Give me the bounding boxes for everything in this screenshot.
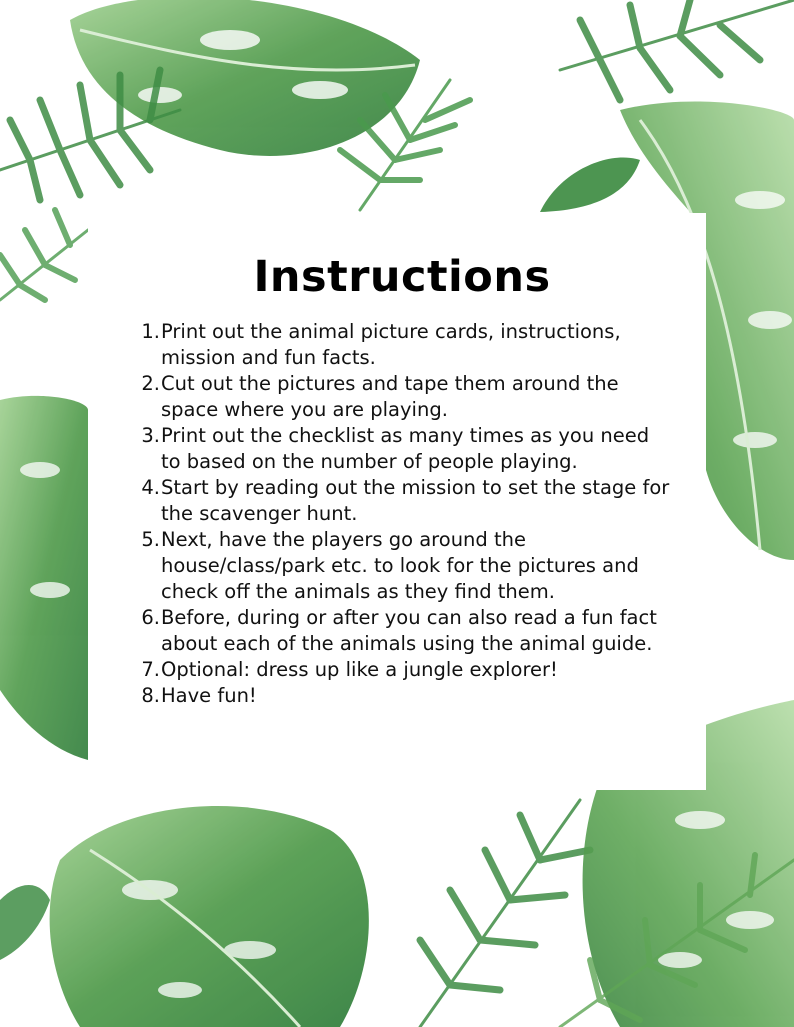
palm-frond-bottom-center: [420, 800, 590, 1027]
step-number: 5.: [141, 528, 160, 551]
page-title: Instructions: [253, 252, 551, 302]
step-text: Optional: dress up like a jungle explorer!: [161, 658, 558, 681]
list-item: [134, 319, 670, 371]
step-text: Print out the checklist as many times as you need to based on the number of people playing.: [161, 424, 650, 473]
list-item: [134, 657, 670, 683]
step-number: 2.: [141, 372, 160, 395]
step-number: 6.: [141, 606, 160, 629]
step-text: Before, during or after you can also read a fun fact about each of the animals using the animal guide.: [161, 606, 657, 655]
step-number: 8.: [141, 684, 160, 707]
list-item: [134, 683, 670, 709]
step-number: 1.: [141, 320, 160, 343]
palm-frond-left: [0, 210, 88, 300]
step-number: 3.: [141, 424, 160, 447]
leaf-top-right-small: [540, 157, 640, 212]
monstera-leaf-bottom-left: [50, 806, 369, 1027]
leaf-bottom-left-small: [0, 885, 50, 960]
list-item: [134, 423, 670, 475]
step-text: Have fun!: [161, 684, 257, 707]
step-number: 7.: [141, 658, 160, 681]
instructions-list: [134, 319, 670, 709]
monstera-leaf-left: [0, 396, 88, 760]
step-text: Cut out the pictures and tape them around the space where you are playing.: [161, 372, 619, 421]
list-item: [134, 475, 670, 527]
step-text: Start by reading out the mission to set the stage for the scavenger hunt.: [161, 476, 670, 525]
list-item: [134, 605, 670, 657]
step-text: Print out the animal picture cards, instructions, mission and fun facts.: [161, 320, 621, 369]
step-text: Next, have the players go around the house/class/park etc. to look for the pictures and check off the animals as they find them.: [161, 528, 639, 603]
palm-frond-top-left: [0, 70, 180, 200]
list-item: [134, 527, 670, 605]
list-item: [134, 371, 670, 423]
instructions-card: [88, 213, 706, 790]
step-number: 4.: [141, 476, 160, 499]
palm-frond-top-right: [560, 0, 794, 100]
